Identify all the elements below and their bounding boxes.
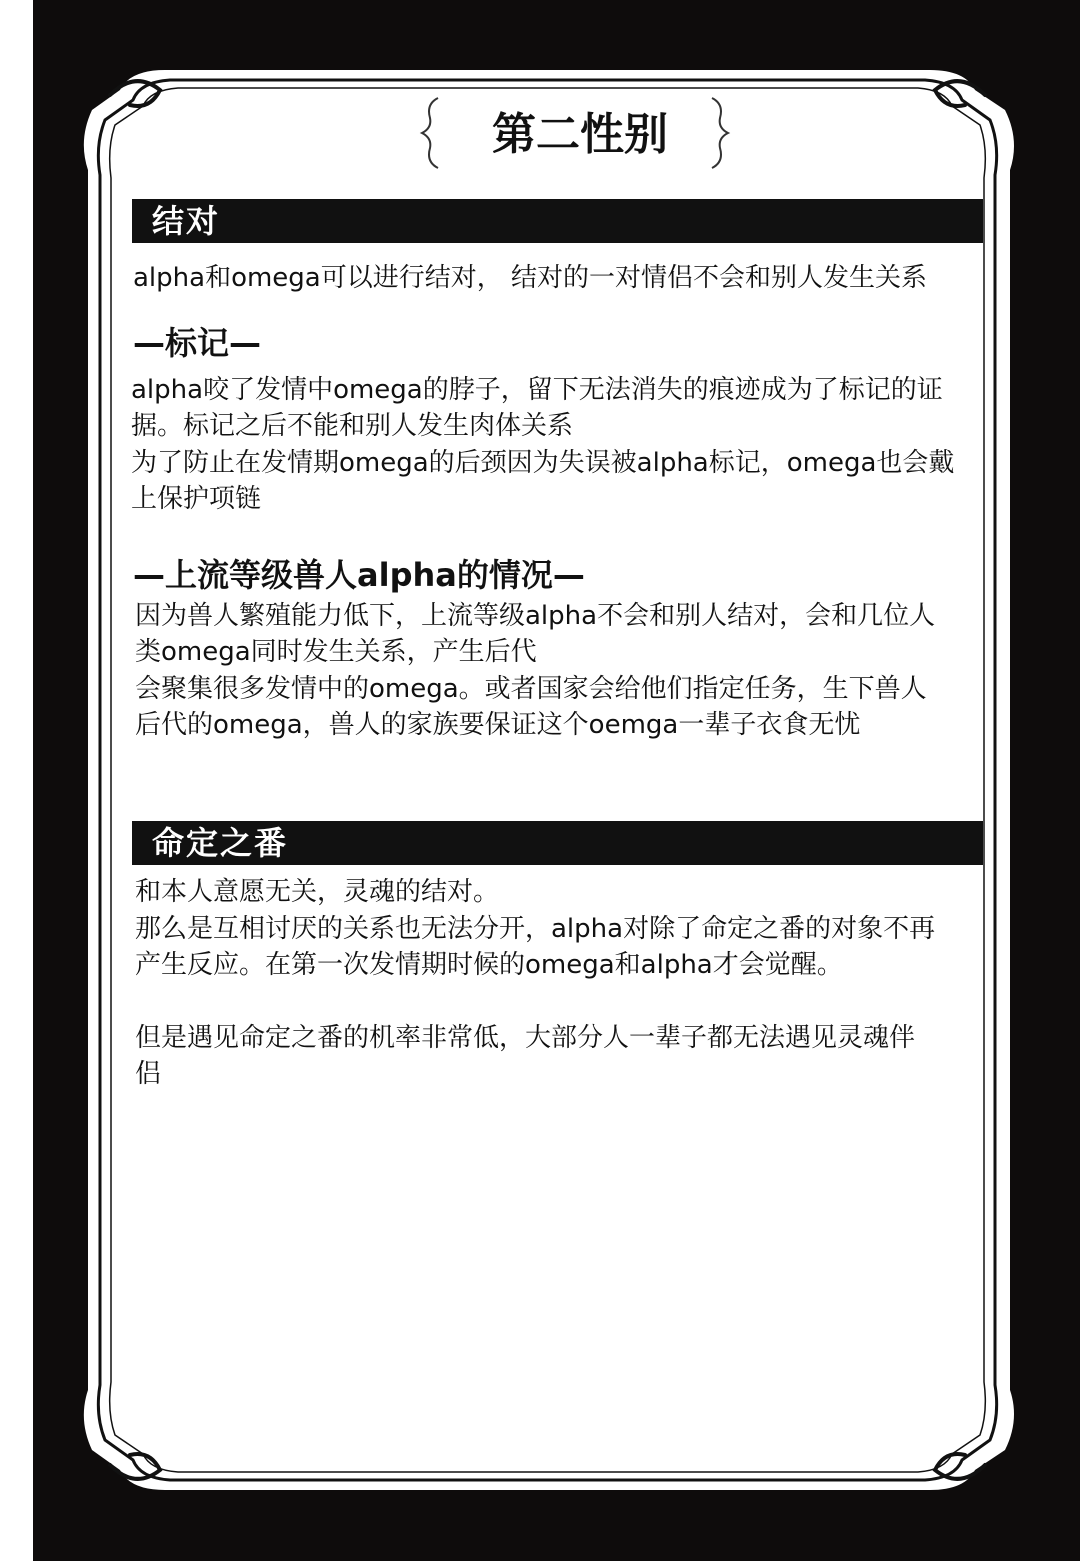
section-header-fated	[132, 821, 983, 865]
section-label: 结对	[152, 202, 221, 240]
fated-line: 和本人意愿无关，灵魂的结对。	[135, 877, 500, 907]
fated-line: 那么是互相讨厌的关系也无法分开，alpha对除了命定之番的对象不再	[135, 914, 936, 944]
section-header-bonding	[132, 199, 983, 243]
upper-beast-line: 因为兽人繁殖能力低下，上流等级alpha不会和别人结对，会和几位人	[135, 601, 936, 631]
bonding-text: alpha和omega可以进行结对， 结对的一对情侣不会和别人发生关系	[133, 263, 928, 293]
upper-beast-line: 会聚集很多发情中的omega。或者国家会给他们指定任务，生下兽人	[135, 674, 927, 704]
page-title: 第二性别	[492, 109, 668, 160]
marking-line: 为了防止在发情期omega的后颈因为失误被alpha标记，omega也会戴	[131, 448, 955, 478]
marking-line: alpha咬了发情中omega的脖子，留下无法消失的痕迹成为了标记的证	[131, 375, 943, 405]
upper-beast-heading: —上流等级兽人alpha的情况—	[133, 556, 585, 594]
marking-line: 上保护项链	[131, 484, 262, 514]
marking-heading: —标记—	[133, 324, 262, 362]
fated-line: 但是遇见命定之番的机率非常低，大部分人一辈子都无法遇见灵魂伴	[135, 1023, 916, 1053]
upper-beast-line: 后代的omega，兽人的家族要保证这个oemga一辈子衣食无忧	[135, 710, 861, 740]
section-label: 命定之番	[152, 824, 289, 862]
marking-line: 据。标记之后不能和别人发生肉体关系	[131, 411, 574, 441]
fated-line: 侣	[135, 1059, 162, 1089]
fated-line: 产生反应。在第一次发情期时候的omega和alpha才会觉醒。	[135, 950, 843, 980]
upper-beast-line: 类omega同时发生关系，产生后代	[135, 637, 537, 667]
